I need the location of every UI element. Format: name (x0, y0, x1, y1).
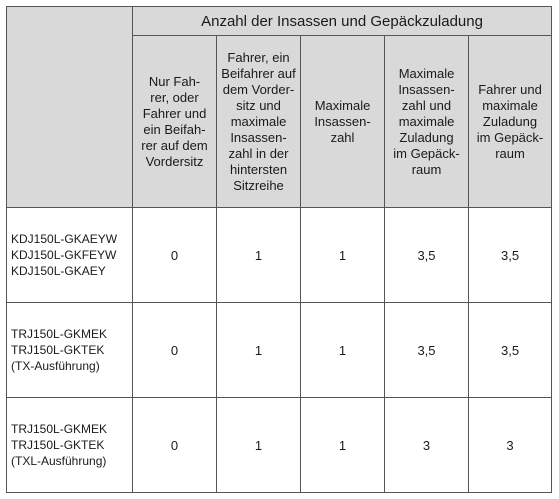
value-cell: 1 (301, 303, 385, 398)
value-cell: 3 (385, 398, 469, 493)
value-cell: 0 (133, 208, 217, 303)
value-cell: 3 (469, 398, 552, 493)
column-header-max-occupants: Maximale Insassen- zahl (301, 36, 385, 208)
model-header-cell (7, 7, 133, 208)
group-header: Anzahl der Insassen und Gepäckzuladung (133, 7, 552, 36)
column-header-driver-max-load: Fahrer und maximale Zuladung im Gepäck- raum (469, 36, 552, 208)
table-row (7, 303, 552, 398)
model-cell: TRJ150L-GKMEK TRJ150L-GKTEK (TX-Ausführung) (7, 303, 133, 398)
value-cell: 0 (133, 398, 217, 493)
value-cell: 3,5 (385, 208, 469, 303)
occupancy-load-table-container (6, 6, 551, 493)
value-cell: 1 (217, 303, 301, 398)
value-cell: 1 (301, 398, 385, 493)
value-cell: 3,5 (469, 208, 552, 303)
value-cell: 3,5 (469, 303, 552, 398)
column-header-max-occupants-max-load: Maximale Insassen- zahl und maximale Zuladung im Gepäck- raum (385, 36, 469, 208)
table-row (7, 208, 552, 303)
model-cell: KDJ150L-GKAEYW KDJ150L-GKFEYW KDJ150L-GKAEY (7, 208, 133, 303)
value-cell: 1 (217, 208, 301, 303)
column-header-rear-row-max: Fahrer, ein Beifahrer auf dem Vorder- sitz und maximale Insassen- zahl in der hintersten Sitzreihe (217, 36, 301, 208)
value-cell: 1 (217, 398, 301, 493)
table-row (7, 398, 552, 493)
value-cell: 1 (301, 208, 385, 303)
column-header-driver-only: Nur Fah- rer, oder Fahrer und ein Beifah- rer auf dem Vordersitz (133, 36, 217, 208)
occupancy-load-table (6, 6, 552, 493)
value-cell: 0 (133, 303, 217, 398)
value-cell: 3,5 (385, 303, 469, 398)
model-cell: TRJ150L-GKMEK TRJ150L-GKTEK (TXL-Ausführung) (7, 398, 133, 493)
